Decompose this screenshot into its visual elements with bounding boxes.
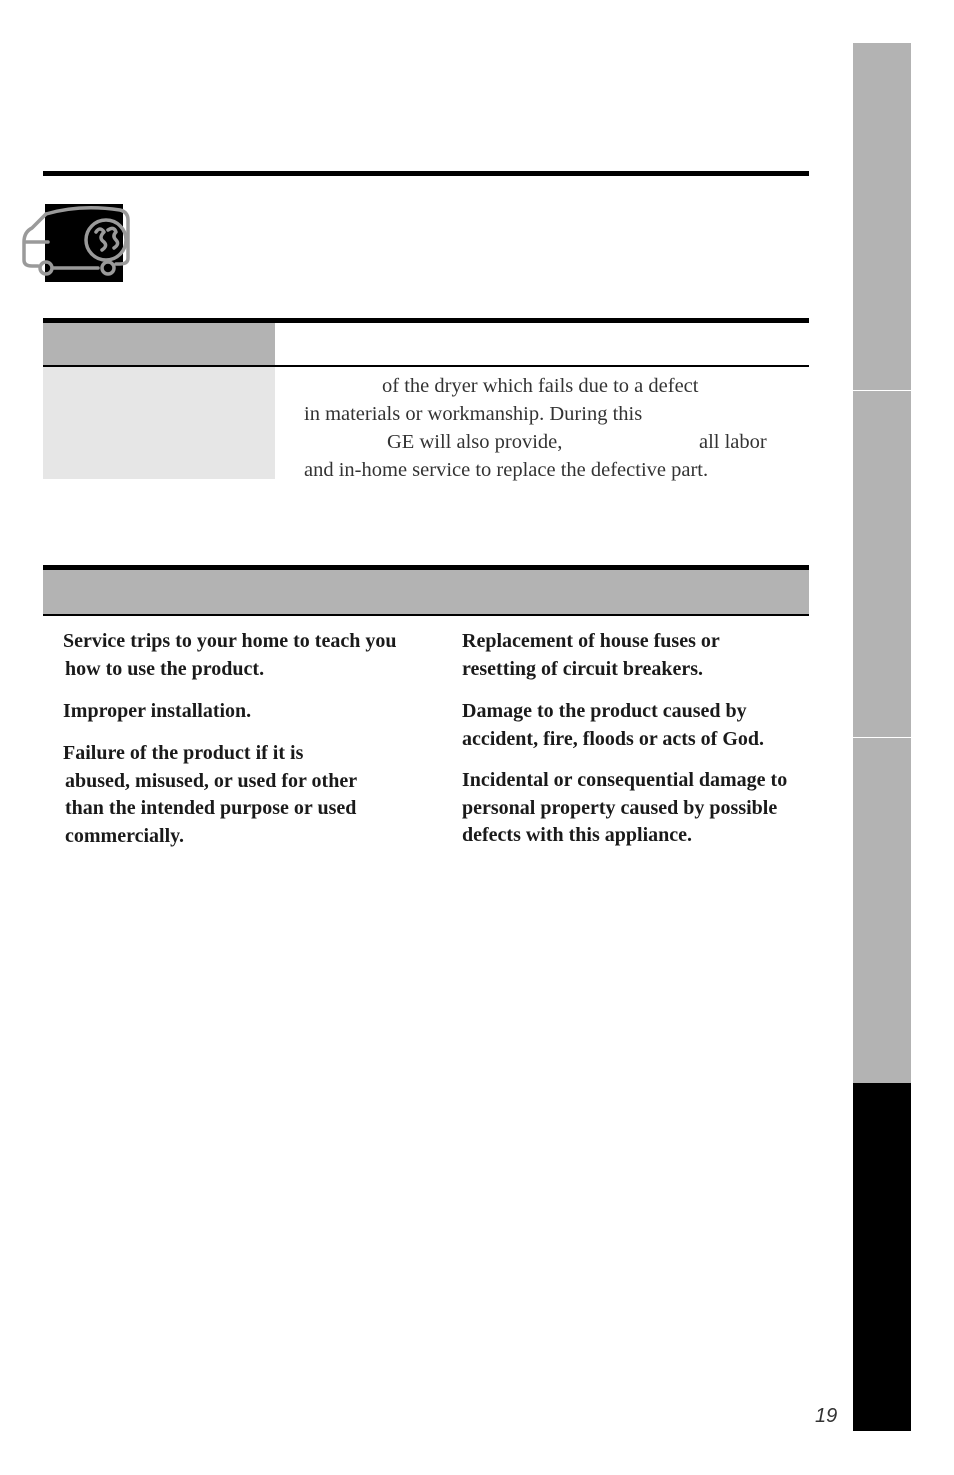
exclusion-line: Replacement of house fuses or bbox=[462, 630, 720, 652]
exclusion-item bbox=[63, 740, 357, 850]
top-rule bbox=[43, 171, 809, 176]
exclusion-line: personal property caused by possible bbox=[462, 796, 778, 819]
exclusion-line: than the intended purpose or used bbox=[65, 797, 357, 819]
exclusion-line: abused, misused, or used for other bbox=[65, 769, 358, 792]
exclusion-item bbox=[462, 698, 764, 753]
page-number: 19 bbox=[815, 1405, 838, 1427]
warranty-label-cell bbox=[43, 323, 275, 365]
exclusion-item bbox=[462, 628, 720, 683]
section-tab-3 bbox=[853, 738, 911, 1083]
exclusion-line: commercially. bbox=[65, 824, 185, 847]
exclusion-line: Service trips to your home to teach you bbox=[63, 630, 397, 652]
exclusion-line: Improper installation. bbox=[63, 700, 252, 722]
section-tab-active bbox=[853, 1083, 911, 1431]
section-tab-2 bbox=[853, 391, 911, 737]
exclusion-line: how to use the product. bbox=[65, 657, 265, 680]
warranty-line-part: GE will also provide, bbox=[387, 431, 563, 453]
warranty-text bbox=[304, 372, 794, 484]
exclusion-item bbox=[462, 767, 787, 850]
exclusion-item bbox=[63, 698, 251, 726]
warranty-line: of the dryer which fails due to a defect bbox=[382, 375, 699, 397]
section-tab-1 bbox=[853, 43, 911, 390]
warranty-line: in materials or workmanship. During this bbox=[304, 403, 643, 425]
exclusions-divider bbox=[43, 614, 809, 616]
exclusion-item bbox=[63, 628, 396, 683]
ge-service-van-icon bbox=[20, 202, 132, 282]
warranty-line bbox=[304, 428, 794, 456]
warranty-line-part: all labor bbox=[699, 431, 767, 453]
exclusion-line: Failure of the product if it is bbox=[63, 742, 304, 764]
exclusion-line: Damage to the product caused by bbox=[462, 700, 747, 722]
warranty-body-cell bbox=[43, 367, 275, 479]
warranty-line: and in-home service to replace the defective part. bbox=[304, 459, 709, 481]
exclusion-line: defects with this appliance. bbox=[462, 824, 692, 846]
exclusions-header-bar bbox=[43, 570, 809, 614]
exclusion-line: resetting of circuit breakers. bbox=[462, 657, 704, 680]
exclusion-line: accident, fire, floods or acts of God. bbox=[462, 727, 765, 750]
exclusion-line: Incidental or consequential damage to bbox=[462, 769, 788, 791]
